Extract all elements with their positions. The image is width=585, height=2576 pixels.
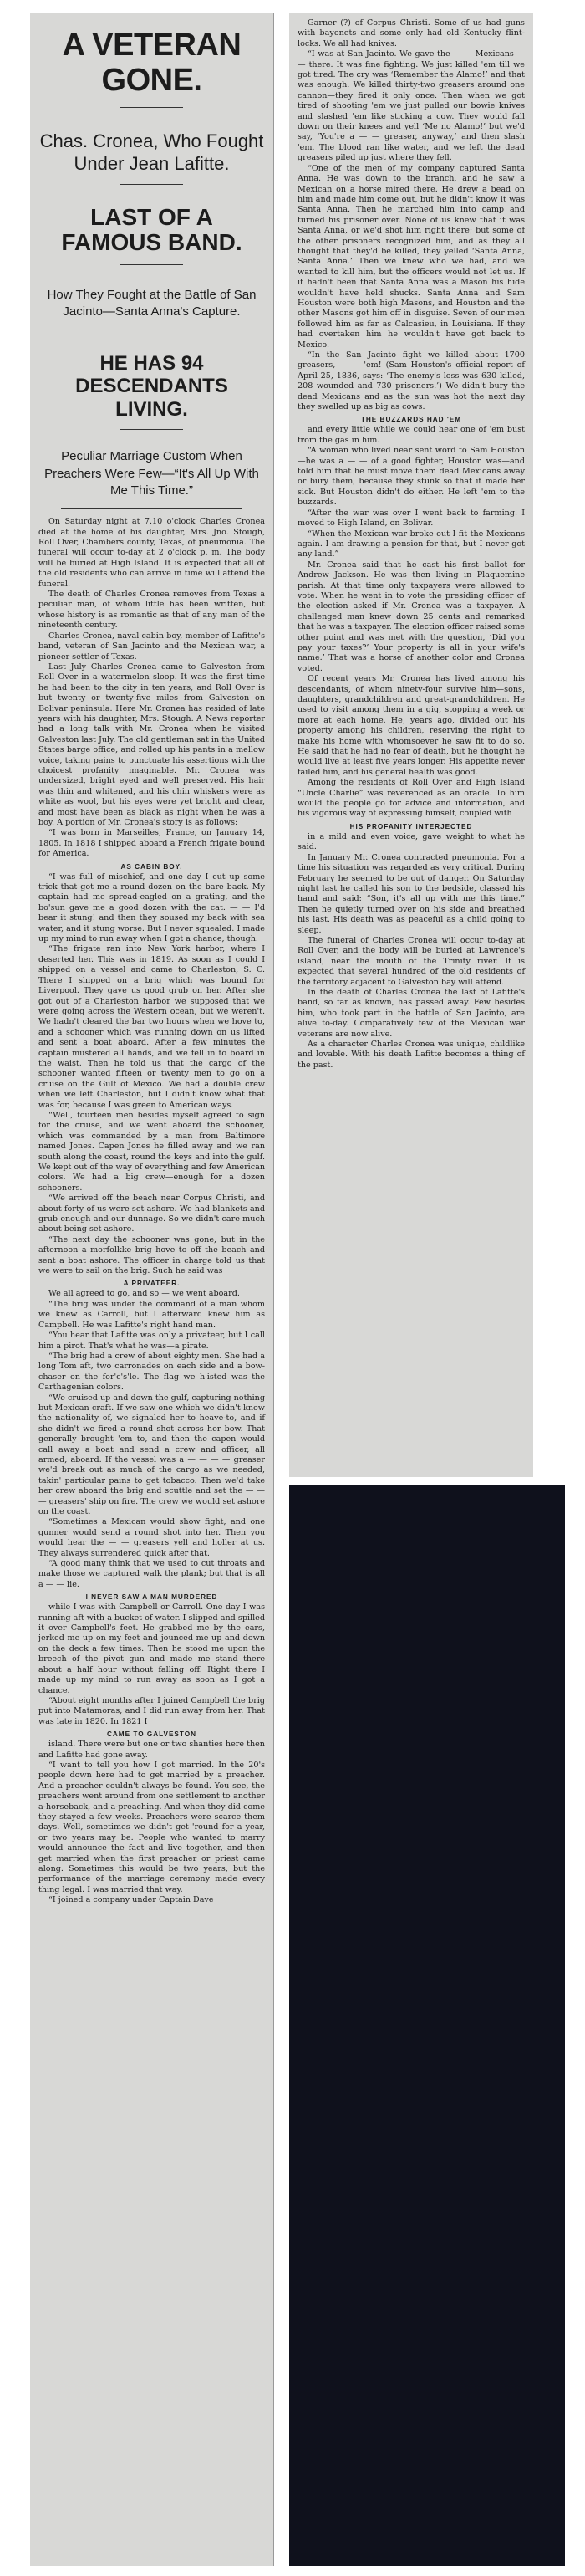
- paragraph: “The frigate ran into New York harbor, where I deserted her. This was in 1819. As soon as I could I shipped on a vessel and came to Charleston, S. C. There I shipped on a brig which was bound for Liverpool. They gave us good grub on her. After she got out of a Charleston harbor we supposed that we were going across the Western ocean, but we weren't. We hadn't cleared the bar two hours when we hove to, and a schooner which was running down on us lifted and sent a boat aboard. After a few minutes the captain mustered all hands, and we fell in to board in the waist. Then he told us that the cargo of the schooner wanted fifteen or twenty men to go on a cruise on the Gulf of Mexico. We had a double crew when we left Charleston, but I didn't know what that was for, because I was green to American ways.: [38, 944, 265, 1110]
- article-body-right: [298, 18, 525, 1071]
- paragraph: Of recent years Mr. Cronea has lived among his descendants, of whom ninety-four survive him—sons, daughters, grandchildren and great-grandchildren. He used to visit among them in a gig, stopping a week or more at each home. He, years ago, divided out his property among his children, reserving the right to make his home with whomsoever he saw fit to do so. He said that he had no fear of death, but he thought he would live at least five years longer. His appetite never failed him, and his general health was good.: [298, 674, 525, 777]
- blank-dark-area: [289, 1485, 565, 2566]
- paragraph: “Sometimes a Mexican would show fight, and one gunner would send a round shot into her. Then you would hear the — — greasers yell and holler at us. They always surrendered quick after that.: [38, 1517, 265, 1558]
- subheading: AS CABIN BOY.: [120, 862, 183, 871]
- paragraph: “I was born in Marseilles, France, on January 14, 1805. In 1818 I shipped aboard a French frigate bound for America.: [38, 828, 265, 859]
- divider: [120, 264, 184, 265]
- paragraph: “You hear that Lafitte was only a privateer, but I call him a pirot. That's what he was—a pirate.: [38, 1331, 265, 1351]
- paragraph: “Well, fourteen men besides myself agreed to sign for the cruise, and we went aboard the schooner, which was commanded by a man from Baltimore named Jones. Capen Jones he filled away and we ran south along the coast, round the keys and into the gulf. We kept out of the way of everything and few American colors. We had a big crew—enough for a dozen schooners.: [38, 1110, 265, 1193]
- paragraph: “After the war was over I went back to farming. I moved to High Island, on Bolivar.: [298, 508, 525, 529]
- paragraph: “I joined a company under Captain Dave: [48, 1895, 214, 1905]
- paragraph: We all agreed to go, and so — we went aboard.: [48, 1289, 240, 1299]
- paragraph: while I was with Campbell or Carroll. One day I was running aft with a bucket of water. I slipped and spilled it over Campbell's feet. He grabbed me by the ears, jerked me up on my feet and jounced me up and down on the deck a few times. Then he stood me upon the breech of the pivot gun and made me stand there about a half hour without falling off. Right there I made up my mind to run away as soon as I got a chance.: [38, 1602, 265, 1695]
- newspaper-clipping: [30, 13, 563, 2566]
- paragraph: Charles Cronea, naval cabin boy, member of Lafitte's band, veteran of San Jacinto and the Mexican war, a pioneer settler of Texas.: [38, 631, 265, 662]
- headline-subtitle: Chas. Cronea, Who Fought Under Jean Lafitte.: [39, 130, 264, 175]
- paragraph: “One of the men of my company captured Santa Anna. He was down to the branch, and he saw a Mexican on a horse mired there. He drew a bead on him and made him come out, but he didn't know it was Santa Anna. Then he marched him into camp and turned his prisoner over. None of us knew that it was Santa Anna, or we'd shot him right there; but some of the other prisoners recognized him, and as they all thought that they'd be killed, they yelled ‘Santa Anna, Santa Anna.’ Then we knew who we had, and we wanted to kill him, but the officers would not let us. If it hadn't been that Santa Anna was a Mason his hide wouldn't have held shucks. Santa Anna and Sam Houston were both high Masons, and Houston and the other Masons got him off in disguise. Seven of our men followed him as far as Calcasieu, in Louisiana. If they had overtaken him he wouldn't have got back to Mexico.: [298, 163, 525, 350]
- paragraph: “I was full of mischief, and one day I cut up some trick that got me a round dozen on the bare back. My captain had me spread-eagled on a grating, and the bo'sun gave me a good dozen with the cat. — — I'd bear it stung! and then they soused my back with sea water, and it stung worse. But I never squealed. I made up my mind to run away when I got a chance, though.: [38, 871, 265, 944]
- headline-title: A VETERAN GONE.: [62, 28, 242, 98]
- paragraph: On Saturday night at 7.10 o'clock Charles Cronea died at the home of his daughter, Mrs. Jno. Stough, Roll Over, Chambers county, Texas, of pneumonia. The funeral will occur to-day at 2 o'clock p. m. The body will be buried at High Island. It is expected that all of the old residents who can arrive in time will attend the funeral.: [38, 517, 265, 589]
- paragraph: “The brig was under the command of a man whom we knew as Carroll, but I afterward knew him as Campbell. He was Lafitte's right hand man.: [38, 1299, 265, 1330]
- subheading: I NEVER SAW A MAN MURDERED: [85, 1593, 218, 1602]
- paragraph: In January Mr. Cronea contracted pneumonia. For a time his situation was regarded as very critical. During February he seemed to be out of danger. On Saturday night last he called his son to the bedside, classed his hand and said: “Son, it's all up with me this time.” Then he quietly turned over on his side and breathed his last. His death was as peaceful as a child going to sleep.: [298, 852, 525, 935]
- paragraph: Mr. Cronea said that he cast his first ballot for Andrew Jackson. He was then living in Plaquemine parish. At that time only taxpayers were allowed to vote. When he went in to vote the presiding officer of the election asked if Mr. Cronea was a taxpayer. A challenged man knew down 25 cents and remarked that he was a taxpayer. The election officer raised some other point and was met with the question, ‘Did you pay your taxes?’ Your property is all in your wife's name.’ That was a horse of another color and Cronea voted.: [298, 560, 525, 673]
- paragraph: “We cruised up and down the gulf, capturing nothing but Mexican craft. If we saw one which we didn't know the nationality of, we signaled her to heave-to, and if she didn't we fired a round shot across her bow. That generally brought 'em to, and then the capen would call away a boat and send a crew and officer, all armed, aboard. If the vessel was a — — — — greaser we'd break out as much of the cargo as we needed, takin' particular pains to get tobacco. Then we'd take her crew aboard the brig and scuttle and set the — — — greasers' ship on fire. The crew we would set ashore on the coast.: [38, 1393, 265, 1516]
- paragraph: “The brig had a crew of about eighty men. She had a long Tom aft, two carronades on each side and a bow-chaser on the for'c's'le. The flag we h'isted was the Carthagenian colors.: [38, 1351, 265, 1393]
- subheading: CAME TO GALVESTON: [106, 1730, 197, 1739]
- subheading: HIS PROFANITY INTERJECTED: [349, 822, 473, 831]
- paragraph: island. There were but one or two shanties here then and Lafitte had gone away.: [38, 1740, 265, 1760]
- paragraph: “We arrived off the beach near Corpus Christi, and about forty of us were set ashore. We had blankets and grub enough and our dunnage. So we didn't care much about being set ashore.: [38, 1193, 265, 1234]
- paragraph: and every little while we could hear one of 'em bust from the gas in him.: [298, 425, 525, 445]
- paragraph: “I want to tell you how I got married. In the 20's people down here had to get married by a preacher. And a preacher couldn't always be found. You see, the preachers went around from one settlement to another a-horseback, and a-preaching. And when they did come they stayed a few weeks. Preachers were scarce them days. Well, sometimes we didn't get 'round for a year, or two years may be. People who wanted to marry would announce the fact and live together, and then get married when the first preacher or priest came along. Sometimes this would be two years, but the performance of the marriage ceremony made every thing legal. I was married that way.: [38, 1760, 265, 1894]
- paragraph: Among the residents of Roll Over and High Island “Uncle Charlie” was reverenced as an oracle. To him would the people go for advice and information, and his vigorous way of expressing himself, coupled with: [298, 778, 525, 819]
- paragraph: The funeral of Charles Cronea will occur to-day at Roll Over, and the body will be buried at Lawrence's island, near the mouth of the Trinity river. It is expected that several hundred of the old residents of the territory adjacent to Galveston bay will attend.: [298, 935, 525, 987]
- paragraph: “About eight months after I joined Campbell the brig put into Matamoras, and I did run away from her. That was late in 1820. In 1821 I: [38, 1695, 265, 1726]
- left-column: [30, 13, 274, 2566]
- headline-deck-4: Peculiar Marriage Custom When Preachers Were Few—“It's All Up With Me This Time.”: [44, 449, 259, 498]
- headline-deck-3: HE HAS 94 DESCENDANTS LIVING.: [75, 351, 228, 421]
- divider: [120, 107, 184, 108]
- right-column: [289, 13, 533, 1477]
- paragraph: “A good many think that we used to cut throats and make those we captured walk the plank; but that is all a — — lie.: [38, 1559, 265, 1589]
- subheading: THE BUZZARDS HAD 'EM: [360, 416, 462, 424]
- paragraph: Last July Charles Cronea came to Galveston from Roll Over in a watermelon sloop. It was the first time he had been to the city in ten years, and Roll Over is but twenty or twenty-five miles from Galveston on Bolivar peninsula. Here Mr. Cronea has resided of late years with his daughter, Mrs. Stough. A News reporter had a long talk with Mr. Cronea when he visited Galveston last July. The old gentleman sat in the United States barge office, and rolled up his pants in a mellow voice, taking pains to punctuate his assertions with the choicest profanity imaginable. Mr. Cronea was undersized, bright eyed and well preserved. His hair was thin and whitened, and his chin whiskers were as white as wool, but his eyes were yet bright and clear, and most have been as black as night when he was a boy. A portion of Mr. Cronea's story is as follows:: [38, 662, 265, 827]
- paragraph: “In the San Jacinto fight we killed about 1700 greasers, — — 'em! (Sam Houston's official report of April 25, 1836, says: ‘The enemy's loss was 630 killed, 208 wounded and 730 prisoners.’) We didn't bury the dead Mexicans and as the sun was hot the next day they swelled up as big as cows.: [298, 350, 525, 412]
- article-body-left: [38, 517, 265, 1905]
- divider: [120, 184, 184, 185]
- paragraph: “A woman who lived near sent word to Sam Houston—he was a — — of a good fighter, Houston was—and told him that he must move them dead Mexicans away or bury them, because they stunk so that it made her sick. But Houston didn't do either. He left 'em to the buzzards.: [298, 446, 525, 508]
- paragraph: “When the Mexican war broke out I fit the Mexicans again. I am drawing a pension for that, but I never got any land.”: [298, 529, 525, 560]
- paragraph: In the death of Charles Cronea the last of Lafitte's band, so far as known, has passed away. Few besides him, who took part in the battle of San Jacinto, are alive to-day. Comparatively few of the Mexican war veterans are now alive.: [298, 987, 525, 1039]
- headline-deck-1: LAST OF A FAMOUS BAND.: [61, 203, 242, 256]
- paragraph: Garner (?) of Corpus Christi. Some of us had guns with bayonets and some only had old Kentucky flint-locks. We all had knives.: [298, 18, 525, 49]
- divider: [61, 508, 242, 509]
- paragraph: The death of Charles Cronea removes from Texas a peculiar man, of whom little has been written, but whose history is as romantic as that of any man of the nineteenth century.: [38, 590, 265, 631]
- paragraph: in a mild and even voice, gave weight to what he said.: [298, 831, 525, 852]
- headline-deck-2: How They Fought at the Battle of San Jacinto—Santa Anna's Capture.: [47, 288, 257, 319]
- subheading: A PRIVATEER.: [123, 1280, 181, 1288]
- paragraph: As a character Charles Cronea was unique, childlike and lovable. With his death Lafitte becomes a thing of the past.: [298, 1040, 525, 1070]
- divider: [120, 429, 184, 430]
- paragraph: “I was at San Jacinto. We gave the — — Mexicans — — there. It was fine fighting. We just killed 'em till we got tired. The cry was ‘Remember the Alamo!’ and that was enough. We killed thirty-two greasers around one cannon—they fired it only once. Then when we got tired of shooting 'em we just pulled our bowie knives and slashed 'em like sticking a cow. They would fall down on their knees and yell ‘Me no Alamo!’ but we'd say, ‘You're a — — greaser, anyway,’ and then slash 'em. The blood ran like water, and we left the dead greasers piled up just where they fell.: [298, 49, 525, 163]
- paragraph: “The next day the schooner was gone, but in the afternoon a morfolkke brig hove to off the beach and sent a boat ashore. The officer in charge told us that we were to sail on the brig. Such he said was: [38, 1234, 265, 1276]
